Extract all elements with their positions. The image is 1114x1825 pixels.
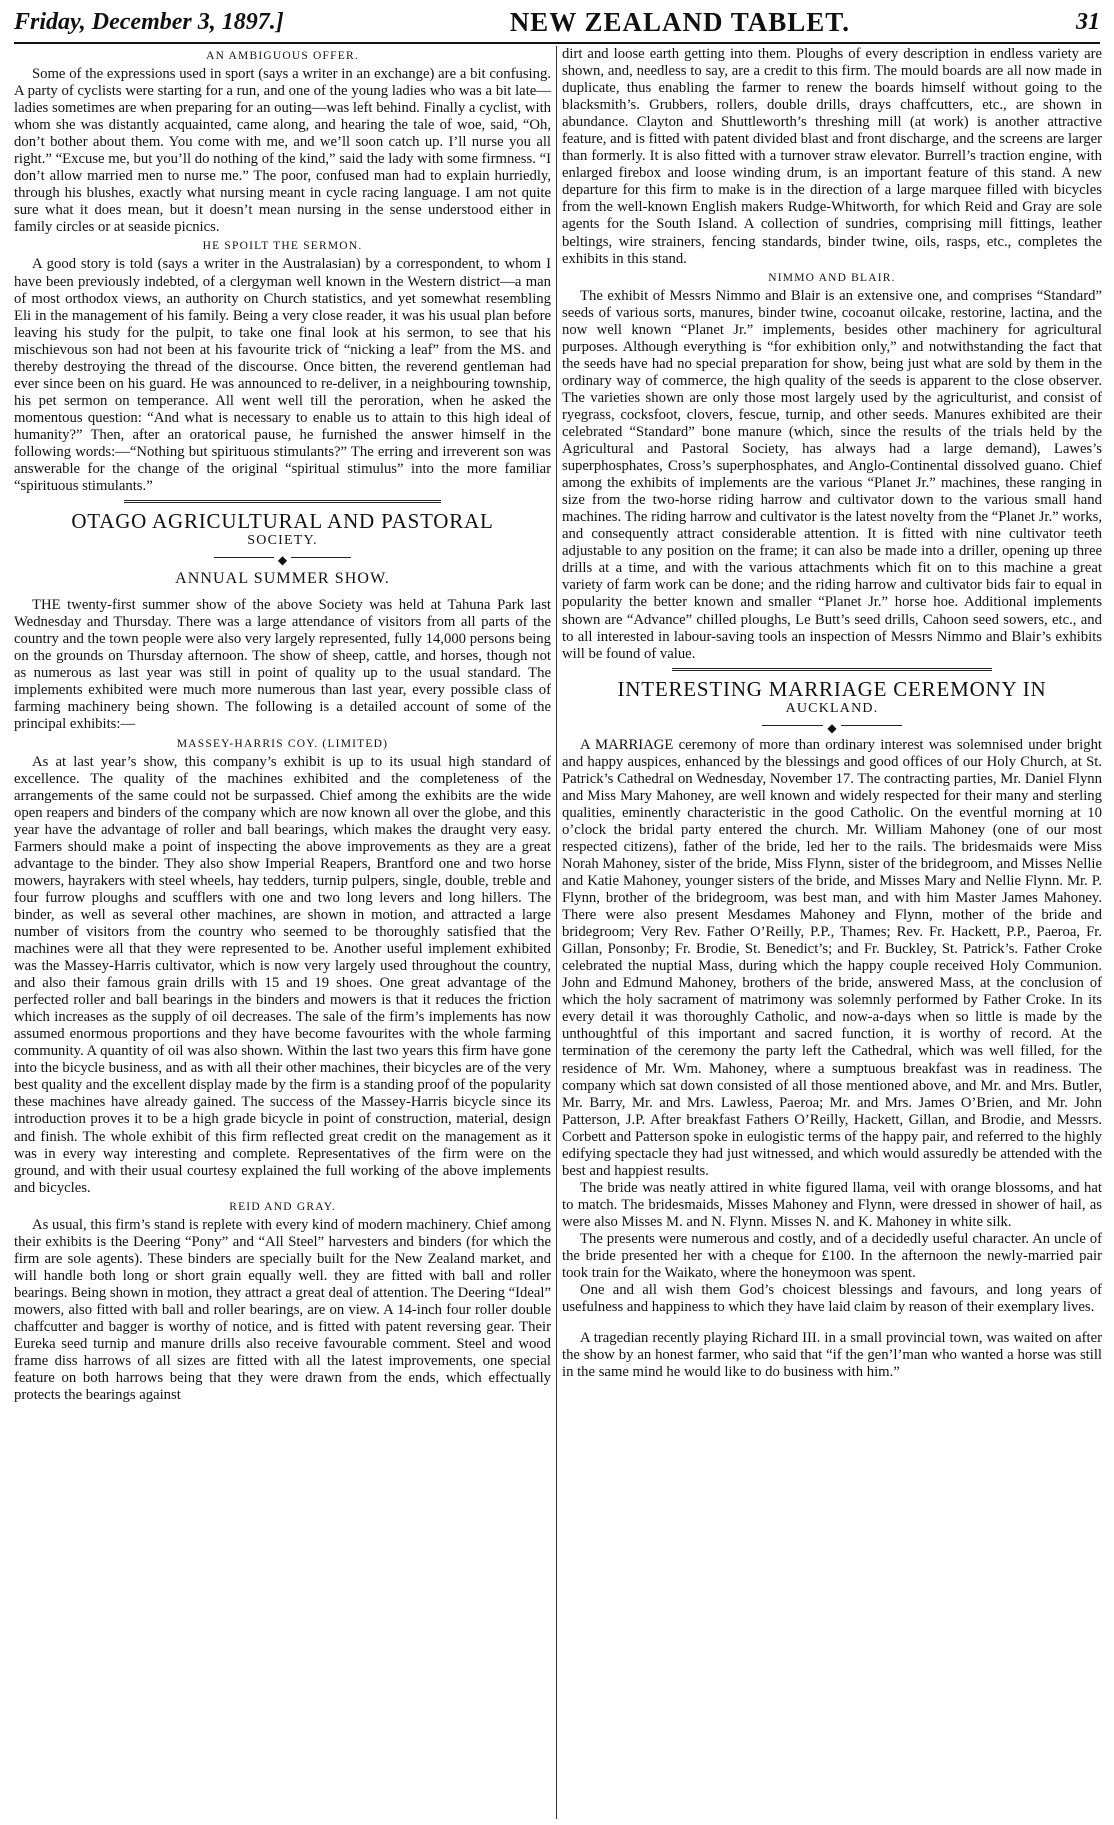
section-title-line2: AUCKLAND. — [785, 700, 879, 716]
section-rule — [672, 668, 992, 671]
column-divider — [556, 46, 557, 1819]
article-paragraph: A MARRIAGE ceremony of more than ordinary interest was solemnised under bright and happy auspices, enhanced by the blessings and good offices of our Holy Church, at St. Patrick’s Cathedral on Wednesday, November 17. The contracting parties, Mr. Daniel Flynn and Miss Mary Mahoney, are well known and widely respected for their many and sterling qualities, eminently characteristic in the good Catholic. On the eventful morning at 10 o’clock the bridal party entered the church. Mr. William Mahoney (one of our most respected citizens), father of the bride, led her to the rails. The bridesmaids were Miss Norah Mahoney, sister of the bride, Miss Flynn, sister of the bridegroom, and Misses Nellie and Katie Mahoney, younger sisters of the bride, and Misses Mary and Nellie Flynn. Mr. P. Flynn, brother of the bridegroom, was best man, and with him Master James Mahoney. There were also present Mesdames Mahoney and Flynn, mother of the bride and bridegroom; Very Rev. Father O’Reilly, P.P., Thames; Rev. Fr. Hackett, P.P., Paeroa, Fr. Gillan, Ponsonby; Fr. Brodie, St. Benedict’s; and Fr. Buckley, St. Patrick’s. Father Croke celebrated the nuptial Mass, during which the happy couple received Holy Communion. John and Edmund Mahoney, brothers of the bride, answered Mass, at the conclusion of which the holy sacrament of matrimony was solemnly performed by Father Croke. In its every detail it was thoroughly Catholic, and now-a-days when so little is made by the unthoughtful of this important and sacred function, it is worthy of record. At the termination of the ceremony the party left the Cathedral, which was well filled, for the residence of Mr. Wm. Mahoney, where a sumptuous breakfast was in readiness. The company which sat down consisted of all those mentioned above, and Mr. and Mrs. Butler, Mr. Barry, Mr. and Mrs. Lawless, Paeroa; Mr. and Mrs. James O’Brien, and Mr. John Patterson, J.P. After breakfast Fathers O’Reilly, Hackett, Gillan, and Brodie, and Messrs. Corbett and Patterson spoke in eulogistic terms of the happy pair, and referred to the highly edifying spectacle they had just witnessed, and which would assuredly be attended with the best and happiest results. — [562, 736, 1102, 1179]
article-paragraph: As at last year’s show, this company’s exhibit is up to its usual high standard of excellence. The quality of the machines exhibited and the completeness of the arrangements of the same could not be surpassed. Chief among the exhibits are the wide open reapers and binders of the company which are now known all over the globe, and this year have the advantage of roller and ball bearings, which makes the draught very easy. Farmers should make a point of inspecting the above improvements as they are a great advantage to the binder. They also show Imperial Reapers, Brantford one and two horse mowers, hayrakers with steel wheels, hay tedders, turnip pulpers, single, double, treble and four furrow ploughs and scufflers with one and two long levers and long hillers. The binder, as well as several other machines, are shown in motion, and attracted a large number of visitors from the country who seemed to be thoroughly satisfied that the machines were all that they were represented to be. Another useful implement exhibited was the Massey-Harris cultivator, which is now very largely used throughout the country, and also their famous grain drills with 15 and 19 shoes. One great advantage of the perfected roller and ball bearings in the binders and mowers is that it reduces the friction which increases as the supply of oil decreases. The sale of the firm’s implements has now assumed enormous proportions and they have become favourites with the whole farming community. A quantity of oil was also shown. Within the last two years this firm have gone into the bicycle business, and as with all their other machines, their bicycles are of the very best quality and the excellent display made by the firm is a standing proof of the popularity these machines have already gained. The success of the Massey-Harris bicycle since its introduction proves it to be a high grade bicycle in point of construction, material, design and finish. The whole exhibit of this firm reflected great credit on the management as it was in every way interesting and complete. Representatives of the firm were on the ground, and with their usual courtesy explained the full working of the above implements and bicycles. — [14, 753, 551, 1196]
spacer — [562, 1316, 1102, 1330]
page-number: 31 — [1076, 8, 1100, 35]
ornament-divider: ◆ — [562, 719, 1102, 731]
section-subtitle: ANNUAL SUMMER SHOW. — [175, 570, 390, 588]
article-paragraph: The exhibit of Messrs Nimmo and Blair is an extensive one, and comprises “Standard” seeds of various sorts, manures, binder twine, cocoanut oilcake, restorine, lactina, and the now well known “Planet Jr.” implements, besides other machinery for agricultural purposes. Although everything is “for exhibition only,” and notwithstanding the fact that the seeds have had no special preparation for show, being just what are sold by them in the ordinary way of commerce, the high quality of the seeds is apparent to the close observer. The varieties shown are only those most largely used by the agriculturist, and consist of ryegrass, cocksfoot, clovers, fescue, turnip, and other seeds. Manures exhibited are their celebrated “Standard” bone manure (which, since the results of the trials held by the Agricultural and Pastoral Society, has always had a large demand), Lawes’s superphosphates, Cross’s superphosphates, and Anglo-Continental dissolved guano. Chief among the exhibits of implements are the various “Planet Jr.” machines, these ranging in size from the two-horse riding harrow and cultivator down to the various small hand machines. The riding harrow and cultivator is the latest novelty from the “Planet Jr.” works, and consequently attract considerable attention. It is fitted with nine cultivator teeth adjustable to any position on the frame; it can also be made into a driller, opening up three drills at a time, and with the various attachments which fit on to this machine a great variety of farm work can be done; and the riding harrow and cultivator bids fair to equal in popularity the better known and smaller “Planet Jr.” horse hoe. Additional implements shown are “Advance” chilled ploughs, Le Butt’s seed drills, Cahoon seed sowers, etc., and to all interested in labour-saving tools an inspection of Messrs Nimmo and Blair’s exhibits will be found of value. — [562, 287, 1102, 662]
article-paragraph: A tragedian recently playing Richard III. in a small provincial town, was waited on after the show by an honest farmer, who said that “if the gen’l’man who wanted a horse was still in the same mind he would like to do business with him.” — [562, 1330, 1102, 1381]
section-title: INTERESTING MARRIAGE CEREMONY IN — [617, 676, 1047, 701]
article-heading: MASSEY-HARRIS COY. (LIMITED) — [176, 737, 389, 750]
article-paragraph: One and all wish them God’s choicest blessings and favours, and long years of usefulness and happiness to which they have laid claim by reason of their exemplary lives. — [562, 1282, 1102, 1316]
article-paragraph: The presents were numerous and costly, and of a decidedly useful character. An uncle of the bride presented her with a cheque for £100. In the afternoon the newly-married pair took train for the Waikato, where the honeymoon was spent. — [562, 1231, 1102, 1282]
page-header — [14, 2, 1100, 44]
section-title-line2: SOCIETY. — [247, 533, 318, 549]
article-paragraph: A good story is told (says a writer in the Australasian) by a correspondent, to whom I have been previously indebted, of a clergyman well known in the Western district—a man of most orthodox views, an authority on Church statistics, and yet somewhat resembling Eli in the management of his family. Being a very close reader, it was his usual plan before leaving his study for the pulpit, to take one final look at his sermon, to see that his mischievous son had not been at his favourite trick of “nicking a leaf” from the MS. and thereby destroying the thread of the discourse. Once bitten, the reverend gentleman had ever since been on his guard. He was announced to re-deliver, in a neighbouring township, his pet sermon on temperance. All went well till the peroration, when he asked the momentous question: “And what is necessary to enable us to attain to this high ideal of humanity?” Then, after an oratorical pause, he furnished the answer himself in the following words:—“Nothing but spirituous stimulants?” The erring and irreverent son was answerable for the change of the original “spiritual stimulus” into the more familiar “spirituous stimulants.” — [14, 256, 551, 495]
article-paragraph: THE twenty-first summer show of the above Society was held at Tahuna Park last Wednesday and Thursday. There was a large attendance of visitors from all parts of the country and the town people were also very largely represented, fully 14,000 persons being on the grounds on Thursday afternoon. The show of sheep, cattle, and horses, though not as numerous as last year was still in point of quality up to the usual standard. The implements exhibited were much more numerous than last year, every possible class of farming machinery being shown. The following is a detailed account of some of the principal exhibits:— — [14, 597, 551, 733]
section-title: OTAGO AGRICULTURAL AND PASTORAL — [71, 509, 494, 534]
left-column — [14, 46, 551, 1819]
article-paragraph: As usual, this firm’s stand is replete with every kind of modern machinery. Chief among their exhibits is the Deering “Pony” and “All Steel” harvesters and binders (for which the firm are sole agents). These binders are specially built for the New Zealand market, and will handle both long or short grain equally well. they are fitted with ball and roller bearings. Being shown in motion, they attract a great deal of attention. The Deering “Ideal” mowers, also fitted with ball and roller bearings, are on view. A 14-inch four roller double chaffcutter and bagger is worthy of notice, and is fitted with patent reversing gear. Their Eureka seed turnip and manure drills also receive favourable comment. Steel and wood frame diss harrows of all sizes are fitted with all the latest improvements, one special feature on both harrows being that they were drawn from the ends, which effectually protects the bearings against — [14, 1216, 551, 1404]
issue-date: Friday, December 3, 1897.] — [14, 8, 284, 35]
article-paragraph: Some of the expressions used in sport (says a writer in an exchange) are a bit confusing. A party of cyclists were starting for a run, and one of the young ladies who was a bit late—ladies sometimes are when preparing for an outing—was left behind. Finally a cyclist, with whom she was distantly acquainted, came along, and hearing the tale of woe, said, “Oh, don’t bother about them. You come with me, and we’ll soon catch up. I’ll nurse you all right.” “Excuse me, but you’ll do nothing of the kind,” said the lady with some firmness. “I don’t allow married men to nurse me.” The poor, confused man had to explain hurriedly, through his blushes, exactly what nursing meant in cycle racing language. I am not quite sure what it does mean, but it doesn’t mean nursing in the sense understood either in family circles or at seaside picnics. — [14, 66, 551, 236]
article-heading: REID AND GRAY. — [229, 1200, 336, 1213]
masthead: NEW ZEALAND TABLET. — [509, 6, 851, 37]
article-paragraph-continued: dirt and loose earth getting into them. Ploughs of every description in endless variety are shown, and, needless to say, are a credit to this firm. The mould boards are all now made in duplicate, thus enabling the farmer to renew the boards himself without going to the blacksmith’s. Grubbers, rollers, double drills, drays chaffcutters, etc., are shown in abundance. Clayton and Shuttleworth’s threshing mill (at work) is another attractive feature, and is fitted with patent divided blast and front discharge, and the screens are larger than formerly. It is also fitted with a turnover straw elevator. Burrell’s traction engine, with enlarged firebox and loose winding drum, is an important feature of this stand. A new departure for this firm to make is in the direction of a large marquee filled with bicycles from the well-known English makers Rudge-Whitworth, for which Reid and Gray are sole agents for the South Island. A collection of sundries, comprising mill fittings, leather beltings, wire strainers, fencing standards, binder twine, oils, rasps, etc., completes the exhibits in this stand. — [562, 46, 1102, 267]
right-column — [562, 46, 1102, 1819]
ornament-divider: ◆ — [14, 551, 551, 563]
article-paragraph: The bride was neatly attired in white figured llama, veil with orange blossoms, and hat to match. The bridesmaids, Misses Mahoney and Flynn, were dressed in shower of hail, as were also Misses M. and N. Flynn. Misses N. and K. Mahoney in white silk. — [562, 1179, 1102, 1230]
article-heading: AN AMBIGUOUS OFFER. — [206, 50, 359, 62]
section-rule — [124, 500, 441, 503]
article-heading: HE SPOILT THE SERMON. — [202, 240, 363, 253]
article-heading: NIMMO AND BLAIR. — [768, 271, 896, 284]
